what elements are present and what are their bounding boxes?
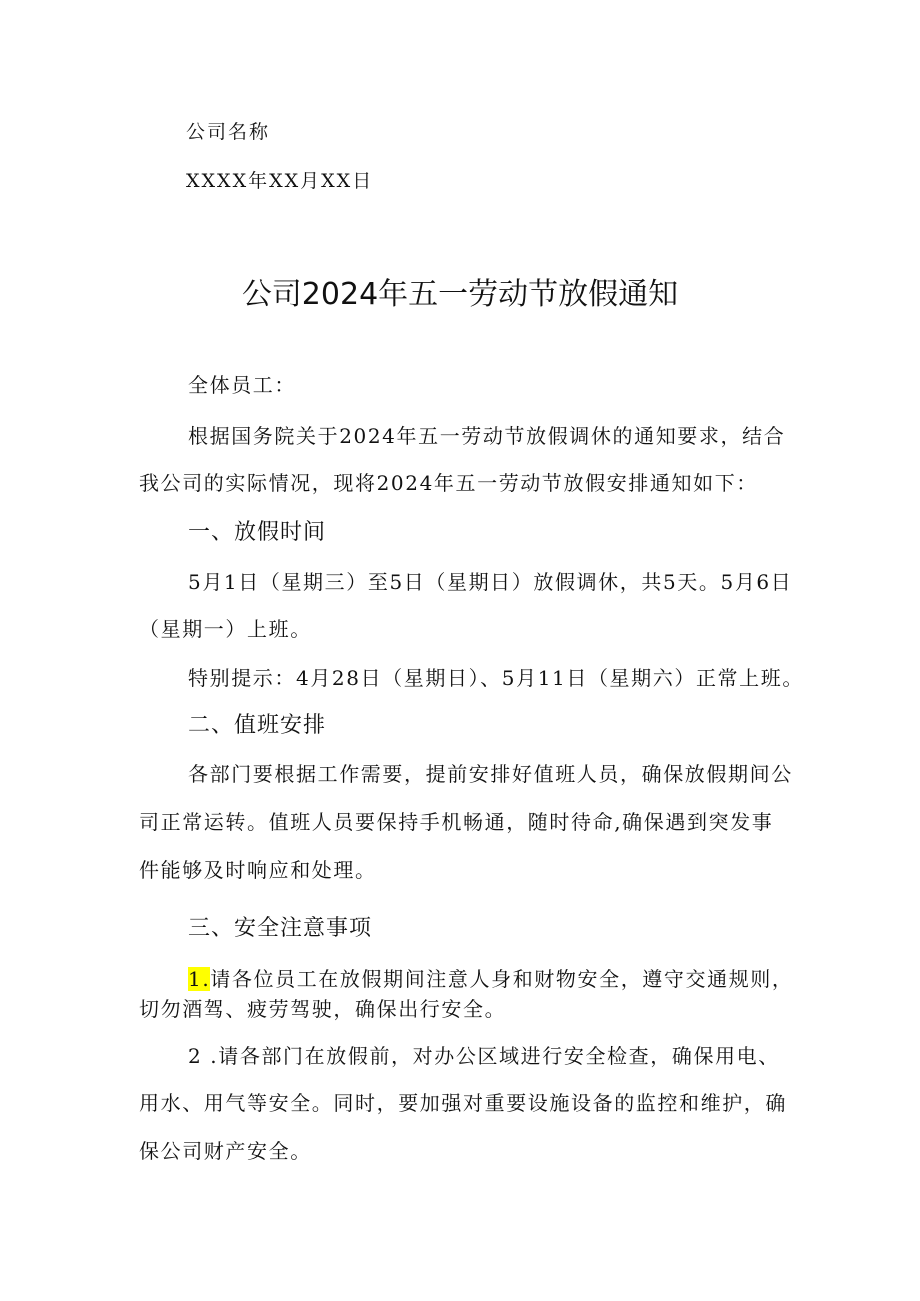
document-date: XXXX年XX月XX日 [186, 170, 374, 192]
safety-item-1-text: 请各位员工在放假期间注意人身和财物安全，遵守交通规则， [210, 967, 794, 991]
safety-item-2-line-3: 保公司财产安全。 [139, 1139, 312, 1163]
section-heading-safety: 三、安全注意事项 [188, 916, 373, 941]
special-notice: 特别提示：4月28日（星期日）、5月11日（星期六）正常上班。 [188, 666, 804, 690]
highlighted-item-number: 1. [188, 967, 211, 991]
safety-item-2-line-1: 2 .请各部门在放假前，对办公区域进行安全检查，确保用电、 [188, 1044, 780, 1068]
intro-line-1: 根据国务院关于2024年五一劳动节放假调休的通知要求，结合 [188, 424, 786, 448]
holiday-time-line-2: （星期一）上班。 [139, 617, 312, 641]
section-heading-duty: 二、值班安排 [188, 713, 327, 738]
duty-line-3: 件能够及时响应和处理。 [139, 858, 377, 882]
company-name: 公司名称 [186, 121, 271, 143]
safety-item-1-line-1 [188, 965, 794, 993]
duty-line-2: 司正常运转。值班人员要保持手机畅通，随时待命,确保遇到突发事 [139, 810, 774, 834]
section-heading-holiday-time: 一、放假时间 [188, 520, 327, 545]
intro-line-2: 我公司的实际情况，现将2024年五一劳动节放假安排通知如下： [139, 471, 758, 495]
holiday-time-line-1: 5月1日（星期三）至5日（星期日）放假调休，共5天。5月6日 [188, 570, 793, 594]
document-title: 公司2024年五一劳动节放假通知 [241, 277, 679, 312]
salutation: 全体员工： [188, 373, 296, 397]
safety-item-2-line-2: 用水、用气等安全。同时，要加强对重要设施设备的监控和维护，确 [139, 1091, 787, 1115]
safety-item-1-line-2: 切勿酒驾、疲劳驾驶，确保出行安全。 [139, 997, 507, 1021]
duty-line-1: 各部门要根据工作需要，提前安排好值班人员，确保放假期间公 [188, 762, 793, 786]
